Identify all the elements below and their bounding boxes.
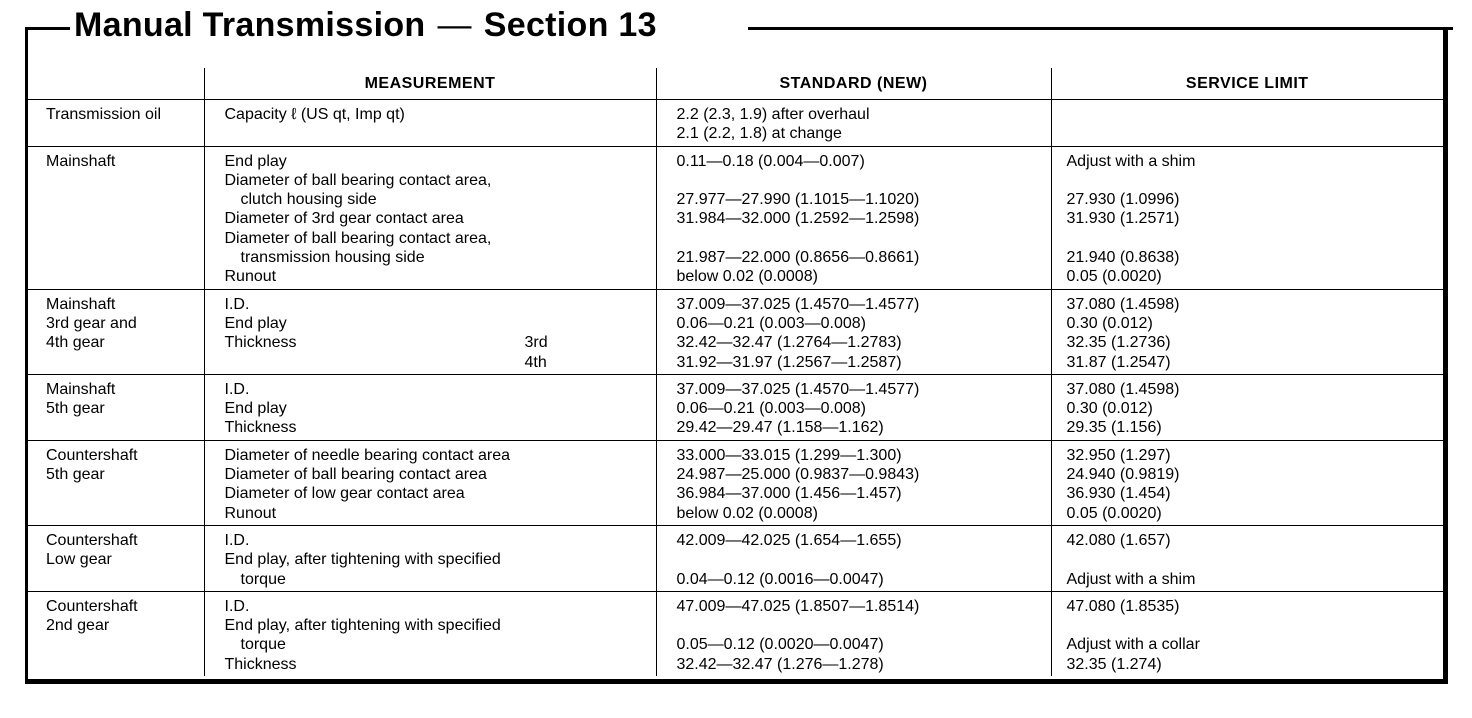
limit-line: 47.080 (1.8535) xyxy=(1066,597,1180,615)
measurement-line: Diameter of ball bearing contact area xyxy=(224,466,487,484)
table-row xyxy=(28,525,1443,591)
limit-line: 21.940 (0.8638) xyxy=(1066,249,1180,267)
item-line: 4th gear xyxy=(46,334,105,352)
item-line: Countershaft xyxy=(46,531,138,549)
standard-line: below 0.02 (0.0008) xyxy=(676,268,818,286)
measurement-sub: 3rd xyxy=(524,334,548,352)
measurement-line: transmission housing side xyxy=(240,249,425,267)
measurement-line: clutch housing side xyxy=(240,191,377,209)
measurement-line: End play, after tightening with specified xyxy=(224,617,501,635)
row-measurement xyxy=(204,289,656,374)
measurement-line: End play xyxy=(224,400,287,418)
item-line: 3rd gear and xyxy=(46,314,137,332)
limit-line: 31.87 (1.2547) xyxy=(1066,353,1171,371)
row-limit xyxy=(1051,100,1443,147)
header-item xyxy=(28,68,204,100)
limit-line xyxy=(1067,229,1444,248)
limit-line: Adjust with a shim xyxy=(1066,570,1196,588)
measurement-line: End play xyxy=(224,152,287,170)
standard-line: 2.2 (2.3, 1.9) after overhaul xyxy=(676,106,870,123)
item-line: 5th gear xyxy=(46,400,105,418)
row-limit xyxy=(1051,591,1443,676)
row-limit xyxy=(1051,440,1443,525)
measurement-line: Runout xyxy=(224,504,277,522)
measurement-line: Capacity ℓ (US qt, Imp qt) xyxy=(224,106,405,123)
standard-line: 0.11—0.18 (0.004—0.007) xyxy=(676,152,865,170)
measurement-line: torque xyxy=(240,636,286,654)
item-line: Mainshaft xyxy=(46,380,116,398)
limit-line xyxy=(1067,171,1444,190)
measurement-line: Diameter of ball bearing contact area, xyxy=(224,229,492,247)
limit-line: Adjust with a shim xyxy=(1066,152,1196,170)
measurement-line xyxy=(225,314,656,333)
measurement-line: Thickness xyxy=(224,419,297,437)
row-limit xyxy=(1051,289,1443,374)
measurement-line xyxy=(225,353,656,372)
standard-line: 0.06—0.21 (0.003—0.008) xyxy=(676,314,866,332)
item-line: Transmission oil xyxy=(46,106,161,123)
header-service-limit: SERVICE LIMIT xyxy=(1051,68,1443,100)
item-line: 5th gear xyxy=(46,466,105,484)
standard-line: 36.984—37.000 (1.456—1.457) xyxy=(676,485,902,503)
item-line: Countershaft xyxy=(46,597,138,615)
limit-line: 0.30 (0.012) xyxy=(1066,400,1153,418)
row-limit xyxy=(1051,525,1443,591)
item-line: Countershaft xyxy=(46,446,138,464)
measurement-text: Thickness xyxy=(224,334,297,352)
limit-line: Adjust with a collar xyxy=(1066,636,1200,654)
row-standard xyxy=(656,440,1051,525)
measurement-sub: 4th xyxy=(524,353,547,371)
measurement-line: Diameter of needle bearing contact area xyxy=(224,446,511,464)
standard-line xyxy=(677,550,1051,569)
standard-line: below 0.02 (0.0008) xyxy=(676,504,818,522)
table-row xyxy=(28,146,1443,289)
standard-line: 32.42—32.47 (1.276—1.278) xyxy=(676,655,884,673)
item-line: Mainshaft xyxy=(46,152,116,170)
item-line: 2nd gear xyxy=(46,617,110,635)
row-item xyxy=(28,146,204,289)
row-item xyxy=(28,440,204,525)
row-measurement xyxy=(204,100,656,147)
limit-line: 42.080 (1.657) xyxy=(1066,531,1171,549)
standard-line: 21.987—22.000 (0.8656—0.8661) xyxy=(676,249,920,267)
measurement-text: End play xyxy=(224,314,287,332)
measurement-text: I.D. xyxy=(224,295,250,313)
standard-line: 42.009—42.025 (1.654—1.655) xyxy=(676,531,902,549)
limit-line: 36.930 (1.454) xyxy=(1066,485,1171,503)
standard-line xyxy=(677,171,1051,190)
title-right: Section 13 xyxy=(483,6,657,44)
row-item xyxy=(28,289,204,374)
limit-line: 29.35 (1.156) xyxy=(1066,419,1162,437)
standard-line: 0.04—0.12 (0.0016—0.0047) xyxy=(676,570,884,588)
standard-line: 31.984—32.000 (1.2592—1.2598) xyxy=(676,210,920,228)
row-measurement xyxy=(204,440,656,525)
measurement-line: Diameter of 3rd gear contact area xyxy=(224,210,464,228)
limit-line: 24.940 (0.9819) xyxy=(1066,466,1180,484)
standard-line: 0.06—0.21 (0.003—0.008) xyxy=(676,400,866,418)
standard-line: 2.1 (2.2, 1.8) at change xyxy=(676,125,842,143)
measurement-line xyxy=(225,333,656,352)
standard-line: 29.42—29.47 (1.158—1.162) xyxy=(676,419,884,437)
row-measurement xyxy=(204,374,656,440)
standard-line: 32.42—32.47 (1.2764—1.2783) xyxy=(676,334,902,352)
measurement-line xyxy=(225,295,656,314)
page-title xyxy=(74,3,657,47)
measurement-line: Diameter of low gear contact area xyxy=(224,485,465,503)
header-measurement: MEASUREMENT xyxy=(204,68,656,100)
table-row xyxy=(28,100,1443,147)
row-item xyxy=(28,374,204,440)
standard-line: 24.987—25.000 (0.9837—0.9843) xyxy=(676,466,920,484)
limit-line: 0.05 (0.0020) xyxy=(1066,268,1162,286)
row-standard xyxy=(656,525,1051,591)
measurement-line: Runout xyxy=(224,268,277,286)
limit-line: 37.080 (1.4598) xyxy=(1066,295,1180,313)
measurement-line: torque xyxy=(240,570,286,588)
limit-line: 32.950 (1.297) xyxy=(1066,446,1171,464)
limit-line: 27.930 (1.0996) xyxy=(1066,191,1180,209)
row-standard xyxy=(656,100,1051,147)
title-dash: — xyxy=(437,6,472,44)
limit-line: 32.35 (1.274) xyxy=(1066,655,1162,673)
standard-line: 37.009—37.025 (1.4570—1.4577) xyxy=(676,380,920,398)
row-measurement xyxy=(204,146,656,289)
measurement-line: End play, after tightening with specified xyxy=(224,551,501,569)
row-measurement xyxy=(204,591,656,676)
spec-table xyxy=(28,68,1443,676)
table-row xyxy=(28,591,1443,676)
limit-line xyxy=(1067,616,1444,635)
standard-line: 37.009—37.025 (1.4570—1.4577) xyxy=(676,295,920,313)
table-row xyxy=(28,289,1443,374)
limit-line xyxy=(1067,550,1444,569)
row-item xyxy=(28,525,204,591)
standard-line xyxy=(677,229,1051,248)
row-standard xyxy=(656,591,1051,676)
row-measurement xyxy=(204,525,656,591)
standard-line: 31.92—31.97 (1.2567—1.2587) xyxy=(676,353,902,371)
standard-line: 0.05—0.12 (0.0020—0.0047) xyxy=(676,636,884,654)
row-limit xyxy=(1051,146,1443,289)
limit-line: 0.30 (0.012) xyxy=(1066,314,1153,332)
title-left: Manual Transmission xyxy=(74,6,426,44)
row-item xyxy=(28,100,204,147)
measurement-line: I.D. xyxy=(224,380,250,398)
standard-line: 33.000—33.015 (1.299—1.300) xyxy=(676,446,902,464)
header-standard: STANDARD (NEW) xyxy=(656,68,1051,100)
table-row xyxy=(28,374,1443,440)
measurement-line: I.D. xyxy=(224,531,250,549)
measurement-line: Diameter of ball bearing contact area, xyxy=(224,171,492,189)
row-limit xyxy=(1051,374,1443,440)
item-line: Low gear xyxy=(46,551,112,569)
limit-line: 32.35 (1.2736) xyxy=(1066,334,1171,352)
standard-line: 47.009—47.025 (1.8507—1.8514) xyxy=(676,597,920,615)
row-standard xyxy=(656,374,1051,440)
limit-line: 37.080 (1.4598) xyxy=(1066,380,1180,398)
table-header-row xyxy=(28,68,1443,100)
limit-line: 31.930 (1.2571) xyxy=(1066,210,1180,228)
limit-line: 0.05 (0.0020) xyxy=(1066,504,1162,522)
measurement-line: Thickness xyxy=(224,655,297,673)
measurement-line: I.D. xyxy=(224,597,250,615)
item-line: Mainshaft xyxy=(46,295,116,313)
row-standard xyxy=(656,289,1051,374)
standard-line xyxy=(677,616,1051,635)
row-standard xyxy=(656,146,1051,289)
row-item xyxy=(28,591,204,676)
table-row xyxy=(28,440,1443,525)
standard-line: 27.977—27.990 (1.1015—1.1020) xyxy=(676,191,920,209)
